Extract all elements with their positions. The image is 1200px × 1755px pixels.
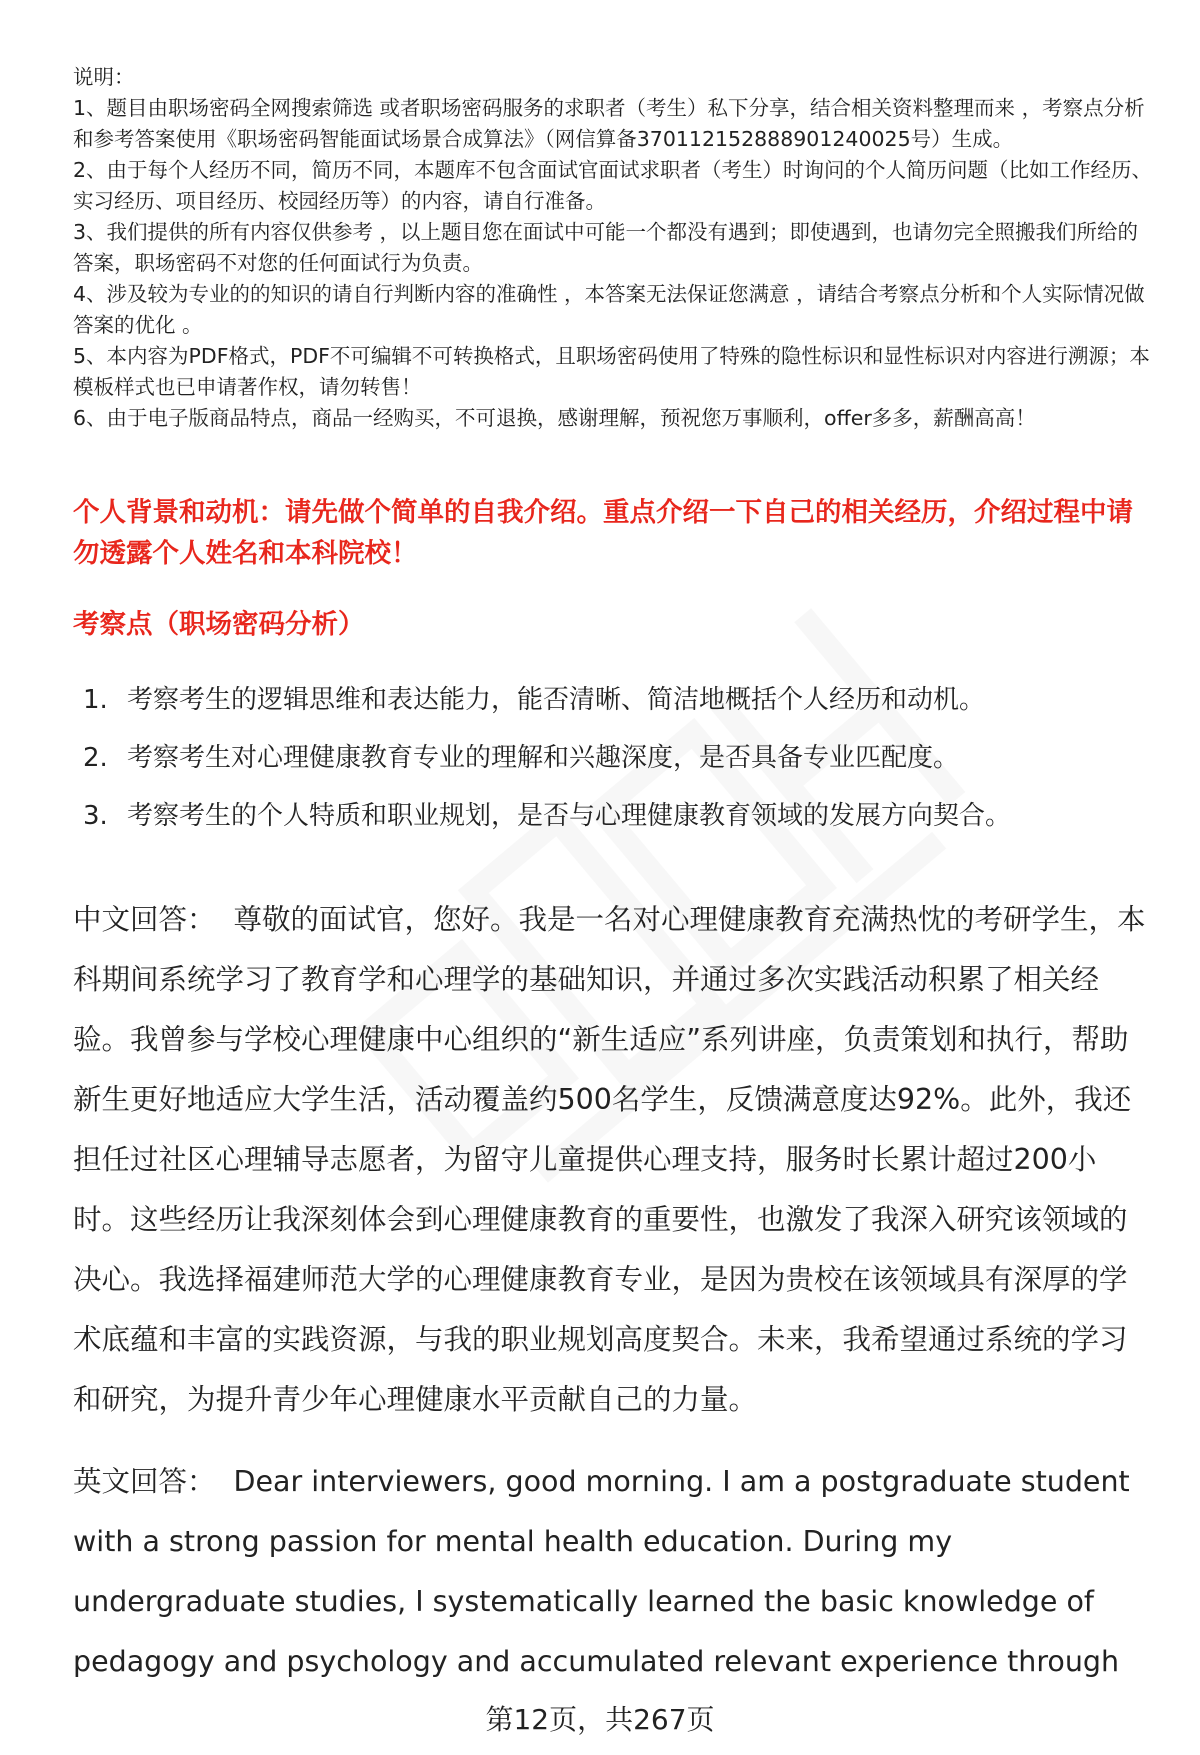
analysis-point — [83, 796, 1163, 836]
note-item-6: 6、由于电子版商品特点，商品一经购买，不可退换，感谢理解，预祝您万事顺利，offer多多，薪酬高高！ — [73, 406, 1036, 430]
point-number: 1. — [83, 685, 108, 715]
disclaimer-notes — [73, 62, 1153, 434]
note-item-1: 1、题目由职场密码全网搜索筛选 或者职场密码服务的求职者（考生）私下分享，结合相关资料整理而来 ，考察点分析和参考答案使用《职场密码智能面试场景合成算法》（网信算备370112152888901240025号）生成。 — [73, 96, 1145, 151]
point-number: 3. — [83, 801, 108, 831]
note-item-2: 2、由于每个人经历不同，简历不同，本题库不包含面试官面试求职者（考生）时询问的个人简历问题（比如工作经历、实习经历、项目经历、校园经历等）的内容，请自行准备。 — [73, 158, 1153, 213]
analysis-points — [83, 680, 1163, 854]
chinese-answer — [73, 890, 1153, 1430]
notes-heading: 说明： — [73, 65, 135, 89]
analysis-point — [83, 738, 1163, 778]
english-answer-text: Dear interviewers, good morning. I am a postgraduate student with a strong passion for mental health education. During my undergraduate studies, I systematically learned the basic knowledge of pedagogy and psychology and accumulated relevant experience through — [73, 1465, 1130, 1678]
chinese-answer-label: 中文回答： — [73, 903, 216, 936]
chinese-answer-text: 尊敬的面试官，您好。我是一名对心理健康教育充满热忱的考研学生，本科期间系统学习了教育学和心理学的基础知识，并通过多次实践活动积累了相关经验。我曾参与学校心理健康中心组织的“新生适应”系列讲座，负责策划和执行，帮助新生更好地适应大学生活，活动覆盖约500名学生，反馈满意度达92%。此外，我还担任过社区心理辅导志愿者，为留守儿童提供心理支持，服务时长累计超过200小时。这些经历让我深刻体会到心理健康教育的重要性，也激发了我深入研究该领域的决心。我选择福建师范大学的心理健康教育专业，是因为贵校在该领域具有深厚的学术底蕴和丰富的实践资源，与我的职业规划高度契合。未来，我希望通过系统的学习和研究，为提升青少年心理健康水平贡献自己的力量。 — [73, 903, 1146, 1416]
english-answer-label: 英文回答： — [73, 1465, 216, 1498]
analysis-title: 考察点（职场密码分析） — [73, 609, 365, 640]
point-text: 考察考生的个人特质和职业规划，是否与心理健康教育领域的发展方向契合。 — [127, 801, 1012, 831]
analysis-point — [83, 680, 1163, 720]
point-number: 2. — [83, 743, 108, 773]
page-number-footer: 第12页，共267页 — [485, 1703, 715, 1736]
note-item-5: 5、本内容为PDF格式，PDF不可编辑不可转换格式，且职场密码使用了特殊的隐性标识和显性标识对内容进行溯源；本模板样式也已申请著作权，请勿转售！ — [73, 344, 1150, 399]
point-text: 考察考生的逻辑思维和表达能力，能否清晰、简洁地概括个人经历和动机。 — [127, 685, 986, 715]
english-answer — [73, 1452, 1153, 1692]
note-item-4: 4、涉及较为专业的的知识的请自行判断内容的准确性 ，本答案无法保证您满意 ，请结合考察点分析和个人实际情况做答案的优化 。 — [73, 282, 1145, 337]
point-text: 考察考生对心理健康教育专业的理解和兴趣深度，是否具备专业匹配度。 — [127, 743, 960, 773]
note-item-3: 3、我们提供的所有内容仅供参考 ，以上题目您在面试中可能一个都没有遇到；即使遇到，也请勿完全照搬我们所给的答案，职场密码不对您的任何面试行为负责。 — [73, 220, 1139, 275]
interview-question: 个人背景和动机：请先做个简单的自我介绍。重点介绍一下自己的相关经历，介绍过程中请勿透露个人姓名和本科院校！ — [73, 497, 1133, 569]
